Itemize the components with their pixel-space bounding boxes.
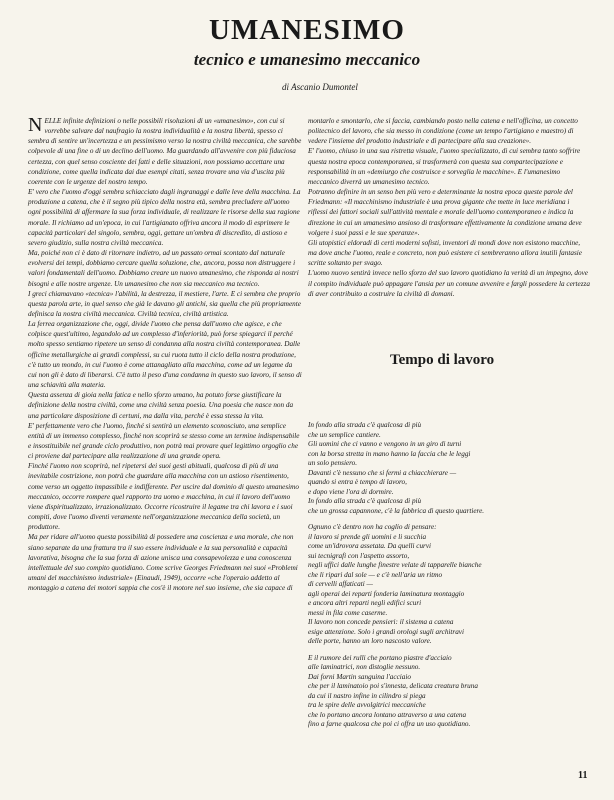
poem: [308, 421, 590, 730]
paragraph: Finché l'uomo non scoprirà, nel ripetersi dei suoi gesti abituali, qualcosa di più di una inevitabile costrizione, non potrà che guardare alla macchina con un astioso risentimento, come verso un oggetto impassibile e indifferente. Per uscire dal dominio di questo umanesimo meccanico, occorre rompere quel rapporto tra uomo e macchina, in cui il lavoro dell'uomo viene dispiritualizzato, irrazionalizzato. Occorre ricostruire il legame tra chi lavora e i suoi compiti, dove l'uomo diventi veramente nell'organizzazione meccanica della società, un produttore.: [28, 462, 299, 532]
poem-line: che lo portano ancora lontano attraverso a una catena: [308, 710, 467, 719]
poem-line: e ancora altri reparti negli edifici scuri: [308, 599, 422, 607]
paragraph: I greci chiamavano «tecnica» l'abilità, la destrezza, il mestiere, l'arte. E ci sembra che proprio questa parola arte, in quel senso che già le davano gli antichi, sia quella che più propriamente definisca la nostra civiltà meccanica. Civiltà tecnica, civiltà artistica.: [28, 289, 301, 318]
poem-line: agli operai dei reparti fonderia laminatura montaggio: [308, 589, 465, 598]
paragraph: NELLE infinite definizioni o nelle possibili risoluzioni di un «umanesimo», con cui si vorrebbe salvare dal naufragio la nostra individualità e la nostra libertà, spesso ci sembra di sentire un'incertezza e un pessimismo verso la nostra civiltà meccanica, che sarebbe colpevole di una fine o di un declino dell'uomo. Ma guardando all'avvenire con più fiduciosa certezza, con quel senso cosciente dei fatti e delle situazioni, non possiamo accettare una condizione, come quella indicata dai due esempi citati, senza trovare una via d'uscita più coerente con le urgenze del nostro tempo.: [28, 114, 302, 186]
poem-line: di cervelli affaticati —: [308, 580, 373, 588]
poem-line: e dopo viene l'ora di dormire.: [308, 487, 394, 496]
poem-line: tra le spire delle avvolgitrici meccaniche: [308, 701, 426, 709]
poem-line: E il rumore dei rulli che portano piastre d'acciaio: [308, 653, 452, 662]
body-column-right: [308, 116, 590, 299]
poem-line: Il lavoro non concede pensieri: il sistema a catena: [308, 618, 454, 626]
paragraph: Ma per ridare all'uomo questa possibilità di possedere una coscienza e una morale, che non siano separate da una frattura tra il suo essere individuale e la sua personalità e capacità lavorativa, bisogna che la sua forza di azione unisca una consapevolezza e una conoscenza intellettuale del suo compito quotidiano. Come scrive Georges Friedmann nei suoi «Problemi umani del macchinismo industriale» (Einaudi, 1949), occorre «che l'operaio addetto al montaggio a catena dei motori sappia che cos'è il motore nel suo insieme, che sia capace di: [28, 533, 298, 593]
paragraph: E' l'uomo, chiuso in una sua ristretta visuale, l'uomo specializzato, di cui sembra tanto soffrire questa nostra epoca contemporanea, si trasformerà con questa sua compartecipazione e responsabilità in un «demiurgo che costruisce e sorveglia le macchine». E l'umanesimo meccanico diverrà un umanesimo tecnico.: [308, 147, 581, 186]
poem-line: fino a farne qualcosa che poi ci offra un uso quotidiano.: [308, 720, 471, 728]
poem-line: delle porte, hanno un loro nascosto valore.: [308, 637, 432, 645]
poem-line: che un semplice cantiere.: [308, 430, 381, 439]
page-number: 11: [578, 770, 588, 781]
poem-line: con la borsa stretta in mano hanno la faccia che le leggi: [308, 449, 471, 458]
article-subtitle: tecnico e umanesimo meccanico: [193, 50, 421, 69]
poem-line: un solo pensiero.: [308, 459, 358, 467]
poem-line: Davanti c'è nessuno che si fermi a chiacchierare —: [308, 468, 457, 477]
poem-line: che per il laminatoio poi s'innesta, delicata creatura bruna: [308, 682, 478, 690]
body-column-left: [28, 116, 302, 593]
poem-line: esige attenzione. Solo i grandi orologi sugli architravi: [308, 627, 464, 636]
poem-line: che un grossa capannone, c'è la fabbrica di questo quartiere.: [308, 506, 485, 515]
poem-line: che li ripari dal sole — e c'è nell'aria un ritmo: [308, 570, 443, 579]
paragraph: montarlo e smontarlo, che si faccia, cambiando posto nella catena e nell'officina, un concetto politecnico del lavoro, che sia messo in condizione (come un tempo l'artigiano e maestro) di vedere l'insieme del prodotto industriale e di partecipare alla sua creazione».: [308, 117, 578, 146]
poem-line: alle laminatrici, non distoglie nessuno.: [308, 663, 421, 671]
author-byline: di Ascanio Dumontel: [282, 82, 358, 92]
poem-line: Gli uomini che ci vanno e vengono in un giro di turni: [308, 440, 462, 448]
poem-line: quando si entra è tempo di lavoro,: [308, 478, 407, 486]
paragraph: Potranno definire in un senso ben più vero e determinante la nostra epoca queste parole del Friedmann: «Il macchinismo industriale è una prova gigante che mette in luce meridiana i riflessi dei fattori sociali sull'attività mentale e morale dell'uomo contemporaneo e indica la direzione in cui un umanesimo ansioso di trasformare effettivamente la condizione umana deve volgere i suoi passi e le sue speranze».: [308, 188, 582, 237]
poem-line: In fondo alla strada c'è qualcosa di più: [308, 497, 422, 505]
poem-line: negli uffici dalle lunghe finestre velate di tapparelle bianche: [308, 561, 482, 569]
paragraph: La ferrea organizzazione che, oggi, divide l'uomo che pensa dall'uomo che agisce, e che colpisce quest'ultimo, legandolo ad un complesso d'inferiorità, può forse spiegarci il perché molto spesso sentiamo ripetere un senso di condanna alla nostra civiltà contemporanea. Dalle officine metallurgiche ai grandi complessi, su cui ruota tutto il ciclo della nostra produzione, c'è tutto un mondo, in cui l'uomo è come attanagliato alla macchina, come ad un legame da cui non gli è dato di liberarsi. C'è tutto il peso d'una condanna in questo suo lavoro, il senso di una schiavitù alla materia.: [28, 320, 302, 390]
poem-line: In fondo alla strada c'è qualcosa di più: [308, 421, 422, 429]
poem-line: Ognuno c'è dentro non ha coglio di pensare:: [308, 523, 437, 531]
paragraph: E' perfettamente vero che l'uomo, finché si sentirà un elemento sconosciuto, una semplice entità di un immenso complesso, finché non scoprirà se stesso come un termine indispensabile e insostituibile nel grande ciclo produttivo, non potrà mai provare quel legittimo orgoglio che ci proviene dal partecipare alla realizzazione di una grande opera.: [28, 421, 300, 461]
article-title: UMANESIMO: [209, 14, 405, 46]
poem-line: Dai forni Martin sanguina l'acciaio: [308, 672, 411, 681]
paragraph: E' vero che l'uomo d'oggi sembra schiacciato dagli ingranaggi e dalle leve della macchina. La produzione a catena, che è il segno più tipico della nostra età, sembra precludere all'uomo ogni possibilità di affermare la sua forza individuale, di realizzare le risorse della sua ragione morale. Il richiamo ad un'epoca, in cui l'artigianato offriva ancora il modo di esprimere le capacità particolari del singolo, sembra, oggi, gettare un'ombra di discredito, di astioso e severo giudizio, sulla nostra civiltà meccanica.: [28, 188, 301, 247]
paragraph: Gli utopistici eldoradi di certi moderni sofisti, inventori di mondi dove non esistono macchine, ma dove anche l'uomo, reale e concreto, non può esistere ci sembreranno allora inutili fantasie scritte soltanto per svago.: [308, 238, 582, 268]
section-heading: Tempo di lavoro: [390, 352, 495, 368]
paragraph: L'uomo nuovo sentirà invece nello sforzo del suo lavoro quotidiano la verità di un impegno, dove il compito individuale può appagare l'ansia per un comune avvenire e fargli possedere la certezza di aver contribuito a costruire la civiltà di domani.: [308, 269, 590, 298]
paragraph: Ma, poiché non ci è dato di ritornare indietro, ad un passato ormai scontato dal naturale evolversi dei tempi, dobbiamo cercare quella soluzione, che, ancora, possa non distruggere i valori fondamentali dell'uomo. Dobbiamo creare un nuovo umanesimo, che risponda ai nostri bisogni e alle nostre urgenze. Un umanesimo che non sia meccanico ma tecnico.: [28, 249, 299, 288]
poem-line: messi in fila come caserme.: [308, 608, 388, 617]
poem-line: sui tecnigrafi con l'aspetto assorto,: [308, 551, 410, 560]
poem-line: il lavoro si prende gli uomini e li succhia: [308, 532, 427, 541]
paragraph: Questa assenza di gioia nella fatica e nello sforzo umano, ha potuto forse giustificare la definizione della nostra civiltà, come una civiltà senza poesia. Una poesia che nasce non da una particolare disposizione di certuni, ma dalla vita, perché è essa stessa la vita.: [28, 391, 294, 420]
poem-line: da cui il nastro infine in cilindro si piega: [308, 691, 426, 700]
poem-line: come un'idrovora assetata. Da quelli curvi: [308, 542, 432, 550]
